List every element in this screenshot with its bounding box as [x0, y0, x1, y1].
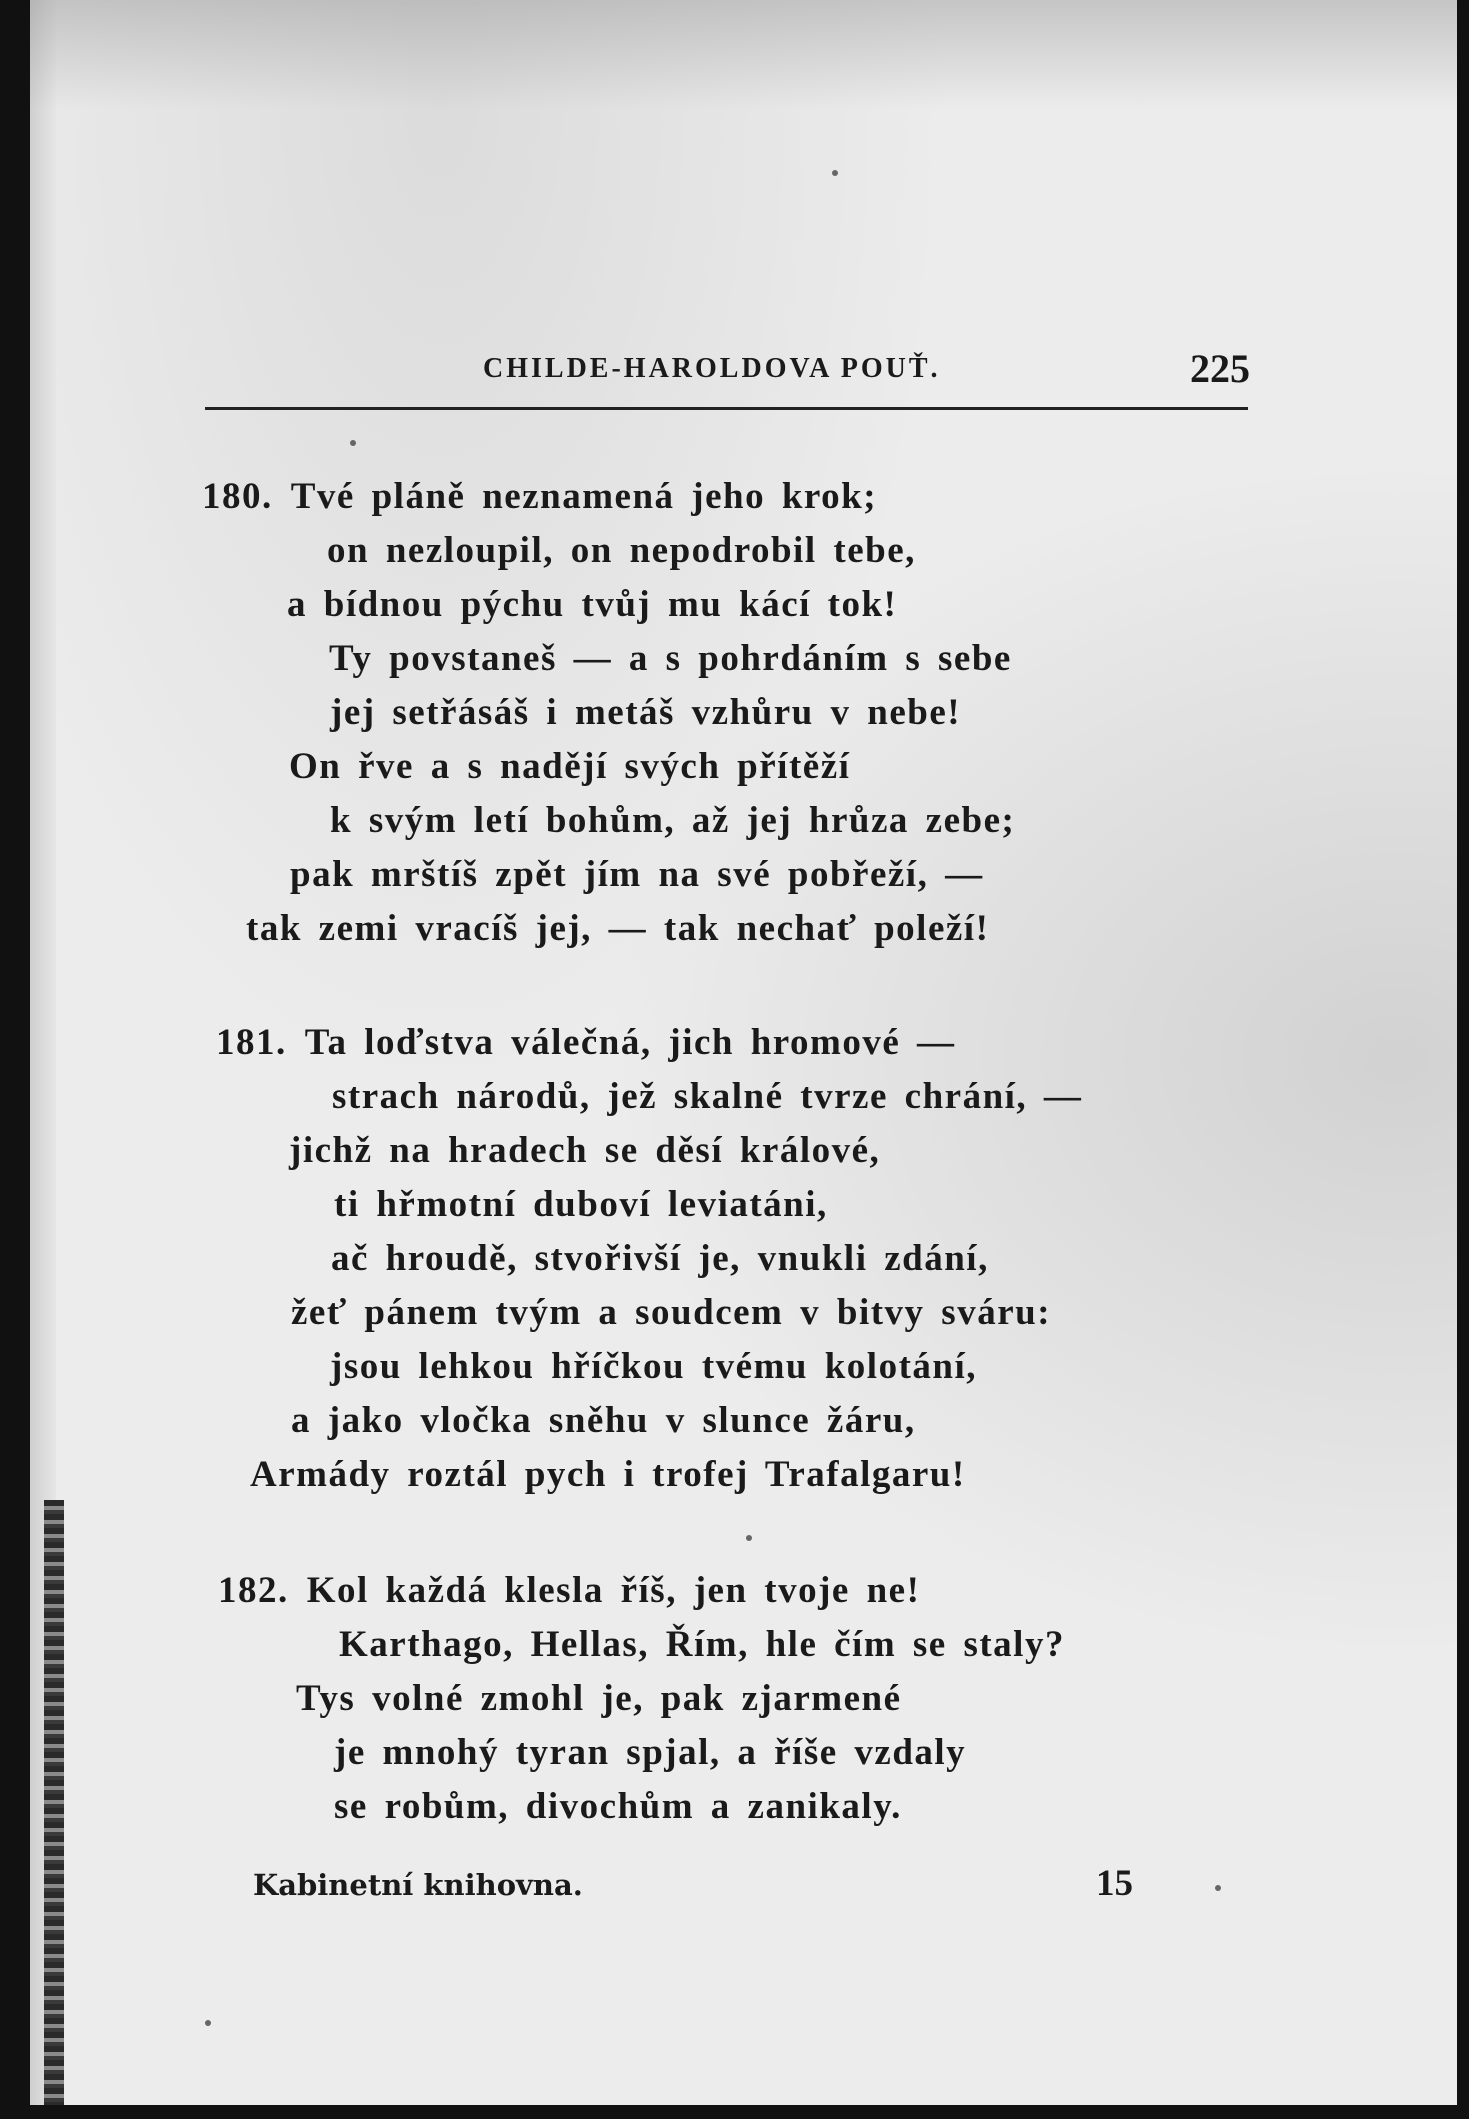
stanza-number: 180.: [202, 476, 273, 517]
verse-line: On řve a s nadějí svých přítěží: [289, 746, 851, 787]
scan-speck: [832, 170, 838, 176]
running-title: CHILDE-HAROLDOVA POUŤ.: [483, 353, 941, 384]
stanza-number: 181.: [216, 1022, 287, 1063]
verse-line: strach národů, jež skalné tvrze chrání, —: [332, 1076, 1083, 1117]
page-header: [205, 345, 1250, 395]
scan-speck: [205, 2020, 211, 2026]
verse-line: tak zemi vracíš jej, — tak nechať poleží!: [246, 908, 990, 949]
verse-line: on nezloupil, on nepodrobil tebe,: [327, 530, 916, 571]
scan-edge-right: [1457, 0, 1469, 2119]
signature-mark: Kabinetní knihovna.: [253, 1868, 583, 1902]
scan-edge-bottom: [0, 2105, 1469, 2119]
verse-line: jej setřásáš i metáš vzhůru v nebe!: [330, 692, 962, 733]
binding-stitching: [44, 1500, 64, 2119]
verse-line: žeť pánem tvým a soudcem v bitvy sváru:: [291, 1292, 1052, 1333]
scan-speck: [746, 1535, 752, 1541]
scan-speck: [1215, 1885, 1221, 1891]
verse-line: 180. Tvé pláně neznamená jeho krok;: [202, 476, 878, 517]
verse-line: se robům, divochům a zanikaly.: [334, 1786, 902, 1827]
verse-line: Karthago, Hellas, Řím, hle čím se staly?: [339, 1624, 1065, 1665]
verse-line: a jako vločka sněhu v slunce žáru,: [291, 1400, 916, 1441]
scan-speck: [350, 440, 356, 446]
verse-line: Armády roztál pych i trofej Trafalgaru!: [250, 1454, 966, 1495]
verse-line: k svým letí bohům, až jej hrůza zebe;: [330, 800, 1016, 841]
verse-line: 181. Ta loďstva válečná, jich hromové —: [216, 1022, 956, 1063]
verse-line: ti hřmotní duboví leviatáni,: [334, 1184, 828, 1225]
page-footer: [253, 1862, 1133, 1912]
verse-line: Ty povstaneš — a s pohrdáním s sebe: [329, 638, 1012, 679]
verse-line: je mnohý tyran spjal, a říše vzdaly: [334, 1732, 967, 1773]
sheet-number: 15: [1096, 1863, 1133, 1904]
verse-line: a bídnou pýchu tvůj mu kácí tok!: [287, 584, 898, 625]
verse-line: 182. Kol každá klesla říš, jen tvoje ne!: [218, 1570, 921, 1611]
verse-line: ač hroudě, stvořivší je, vnukli zdání,: [331, 1238, 989, 1279]
binding-shadow: [0, 0, 30, 2119]
verse-line: jsou lehkou hříčkou tvému kolotání,: [330, 1346, 978, 1387]
verse-line: jichž na hradech se děsí králové,: [289, 1130, 881, 1171]
verse-line: Tys volné zmohl je, pak zjarmené: [296, 1678, 902, 1719]
verse-line: pak mrštíš zpět jím na své pobřeží, —: [290, 854, 984, 895]
page-number: 225: [1190, 346, 1250, 391]
page-top-shadow: [30, 0, 1469, 110]
stanza-number: 182.: [218, 1570, 289, 1611]
header-rule: [205, 407, 1248, 410]
